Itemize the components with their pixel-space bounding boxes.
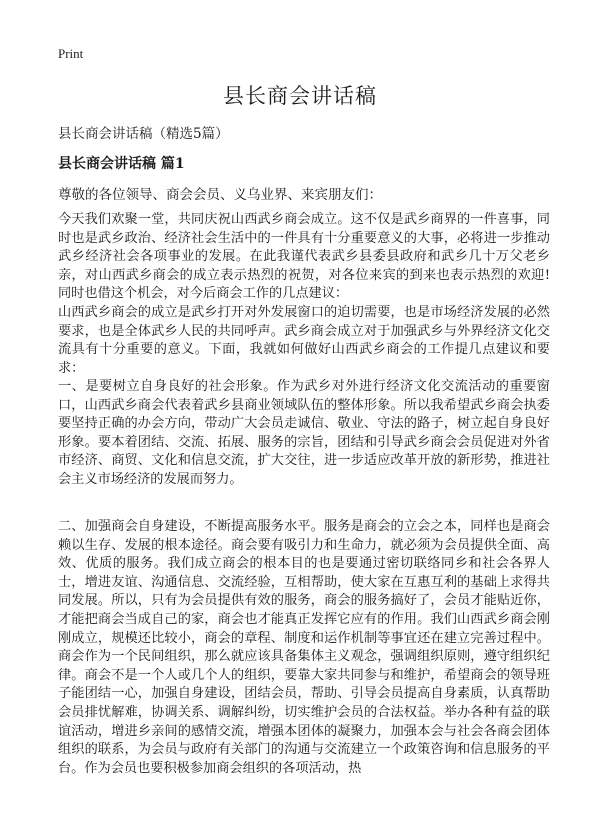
paragraph-4: 二、加强商会自身建设，不断提高服务水平。服务是商会的立会之本，同样也是商会赖以生存、发展的根本途径。商会要有吸引力和生命力，就必须为会员提供全面、高效、优质的服务。我们成立商会的根本目的也是要通过密切联络同乡和社会各界人士，增进友谊、沟通信息、交流经验，互相帮助，使大家在互惠互利的基础上求得共同发展。所以，只有为会员提供有效的服务，商会的服务搞好了，会员才能贴近你，才能把商会当成自己的家，商会也才能真正发挥它应有的作用。我们山西武乡商会刚刚成立，规模还比较小，商会的章程、制度和运作机制等事宜还在建立完善过程中。商会作为一个民间组织，那么就应该具备集体主义观念，强调组织原则，遵守组织纪律。商会不是一个人或几个人的组织，要靠大家共同参与和维护，希望商会的领导班子能团结一心，加强自身建设，团结会员，帮助、引导会员提高自身素质，认真帮助会员排忧解难，协调关系、调解纠纷，切实维护会员的合法权益。举办各种有益的联谊活动，增进乡亲间的感情交流，增强本团体的凝聚力，加强本会与社会各商会团体组织的联系，为会员与政府有关部门的沟通与交流建立一个政策咨询和信息服务的平台。作为会员也要积极参加商会组织的各项活动，热 [58, 519, 550, 776]
greeting: 尊敬的各位领导、商会会员、义乌业界、来宾朋友们： [58, 187, 382, 203]
paragraph-3: 一、是要树立自身良好的社会形象。作为武乡对外进行经济文化交流活动的重要窗口，山西武乡商会代表着武乡县商业领域队伍的整体形象。所以我希望武乡商会执委要坚持正确的办会方向，带动广大会员走诚信、敬业、守法的路子，树立起自身良好形象。要本着团结、交流、拓展、服务的宗旨，团结和引导武乡商会会员促进对外省市经济、商贸、文化和信息交流，扩大交往，进一步适应改革开放的新形势，推进社会主义市场经济的发展而努力。 [58, 379, 550, 487]
paragraph-2: 山西武乡商会的成立是武乡打开对外发展窗口的迫切需要，也是市场经济发展的必然要求，也是全体武乡人民的共同呼声。武乡商会成立对于加强武乡与外界经济文化交流具有十分重要的意义。下面，我就如何做好山西武乡商会的工作提几点建议和要求： [58, 305, 550, 376]
print-link[interactable]: Print [58, 46, 84, 61]
section-heading: 县长商会讲话稿 篇1 [58, 156, 185, 172]
document-subtitle: 县长商会讲话稿（精选5篇） [58, 126, 229, 142]
document-title: 县长商会讲话稿 [223, 84, 377, 108]
paragraph-1: 今天我们欢聚一堂，共同庆祝山西武乡商会成立。这不仅是武乡商界的一件喜事，同时也是武乡政治、经济社会生活中的一件具有十分重要意义的大事，必将进一步推动武乡经济社会各项事业的发展。在此我谨代表武乡县委县政府和武乡几十万父老乡亲，对山西武乡商会的成立表示热烈的祝贺，对各位来宾的到来也表示热烈的欢迎!同时也借这个机会，对今后商会工作的几点建议： [58, 212, 550, 302]
